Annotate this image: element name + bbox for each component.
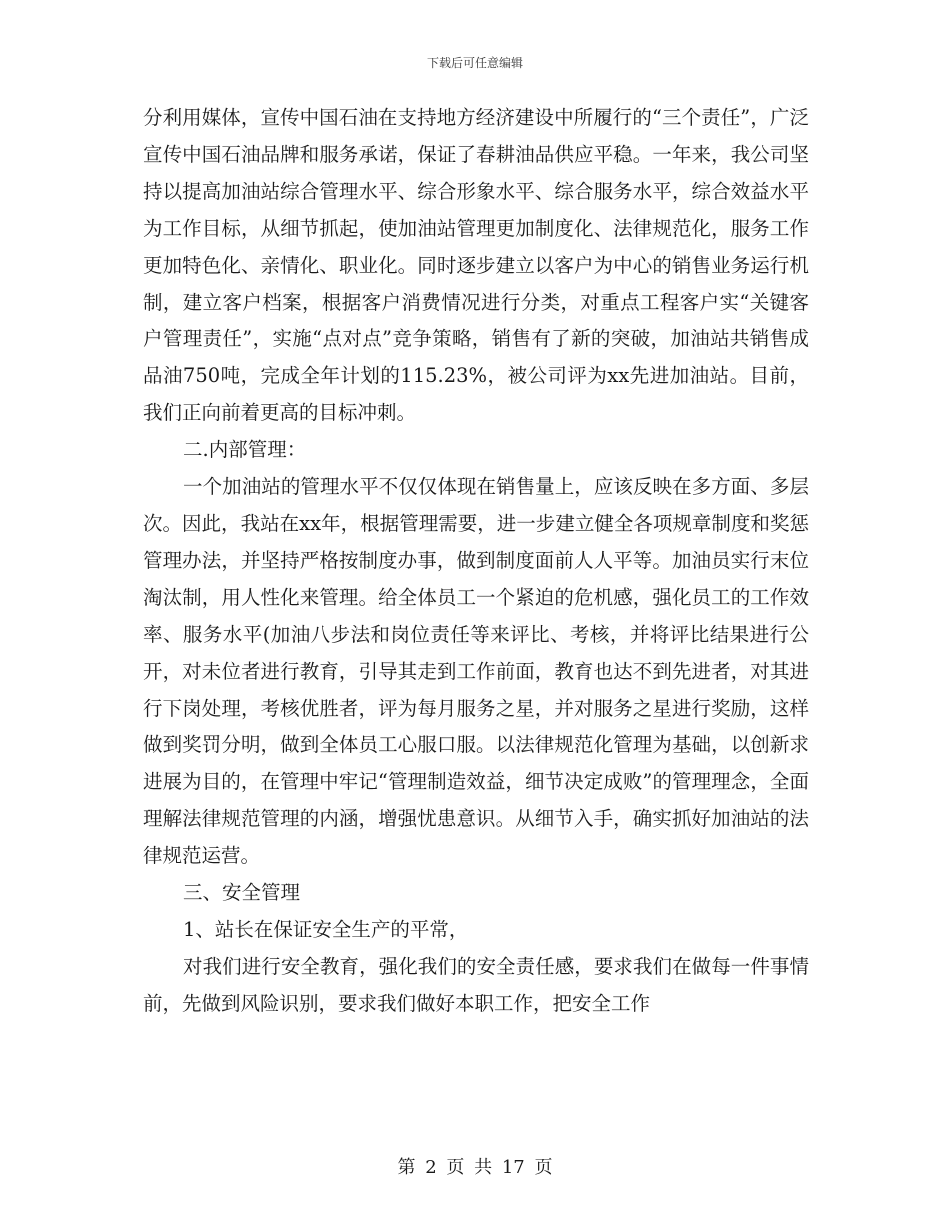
list-item-1: 1、站长在保证安全生产的平常，: [183, 917, 469, 941]
page-footer: 第 2 页 共 17 页: [397, 1157, 553, 1178]
paragraph-safety-education: 对我们进行安全教育，强化我们的安全责任感，要求我们在做每一件事情前，先做到风险识别，要求我们做好本职工作，把安全工作: [143, 954, 809, 1015]
paragraph-continuation: 分利用媒体，宣传中国石油在支持地方经济建设中所履行的“三个责任”，广泛宣传中国石油品牌和服务承诺，保证了春耕油品供应平稳。一年来，我公司坚持以提高加油站综合管理水平、综合形象水平、综合服务水平，综合效益水平为工作目标，从细节抓起，使加油站管理更加制度化、法律规范化，服务工作更加特色化、亲情化、职业化。同时逐步建立以客户为中心的销售业务运行机制，建立客户档案，根据客户消费情况进行分类，对重点工程客户实“关键客户管理责任”，实施“点对点”竞争策略，销售有了新的突破，加油站共销售成品油750吨，完成全年计划的115.23%，被公司评为xx先进加油站。目前，我们正向前着更高的目标冲刺。: [143, 106, 809, 425]
section-heading-internal-management: 二.内部管理：: [183, 438, 307, 462]
page-header: 下载后可任意编辑: [426, 56, 523, 70]
section-heading-safety-management: 三、安全管理: [183, 881, 301, 905]
document-body: [143, 100, 809, 1023]
paragraph-internal-management: 一个加油站的管理水平不仅仅体现在销售量上，应该反映在多方面、多层次。因此，我站在xx年，根据管理需要，进一步建立健全各项规章制度和奖惩管理办法，并坚持严格按制度办事，做到制度面前人人平等。加油员实行末位淘汰制，用人性化来管理。给全体员工一个紧迫的危机感，强化员工的工作效率、服务水平(加油八步法和岗位责任等来评比、考核，并将评比结果进行公开，对未位者进行教育，引导其走到工作前面，教育也达不到先进者，对其进行下岗处理，考核优胜者，评为每月服务之星，并对服务之星进行奖励，这样做到奖罚分明，做到全体员工心服口服。以法律规范化管理为基础，以创新求进展为目的，在管理中牢记“管理制造效益，细节决定成败”的管理理念，全面理解法律规范管理的内涵，增强忧患意识。从细节入手，确实抓好加油站的法律规范运营。: [143, 475, 809, 868]
